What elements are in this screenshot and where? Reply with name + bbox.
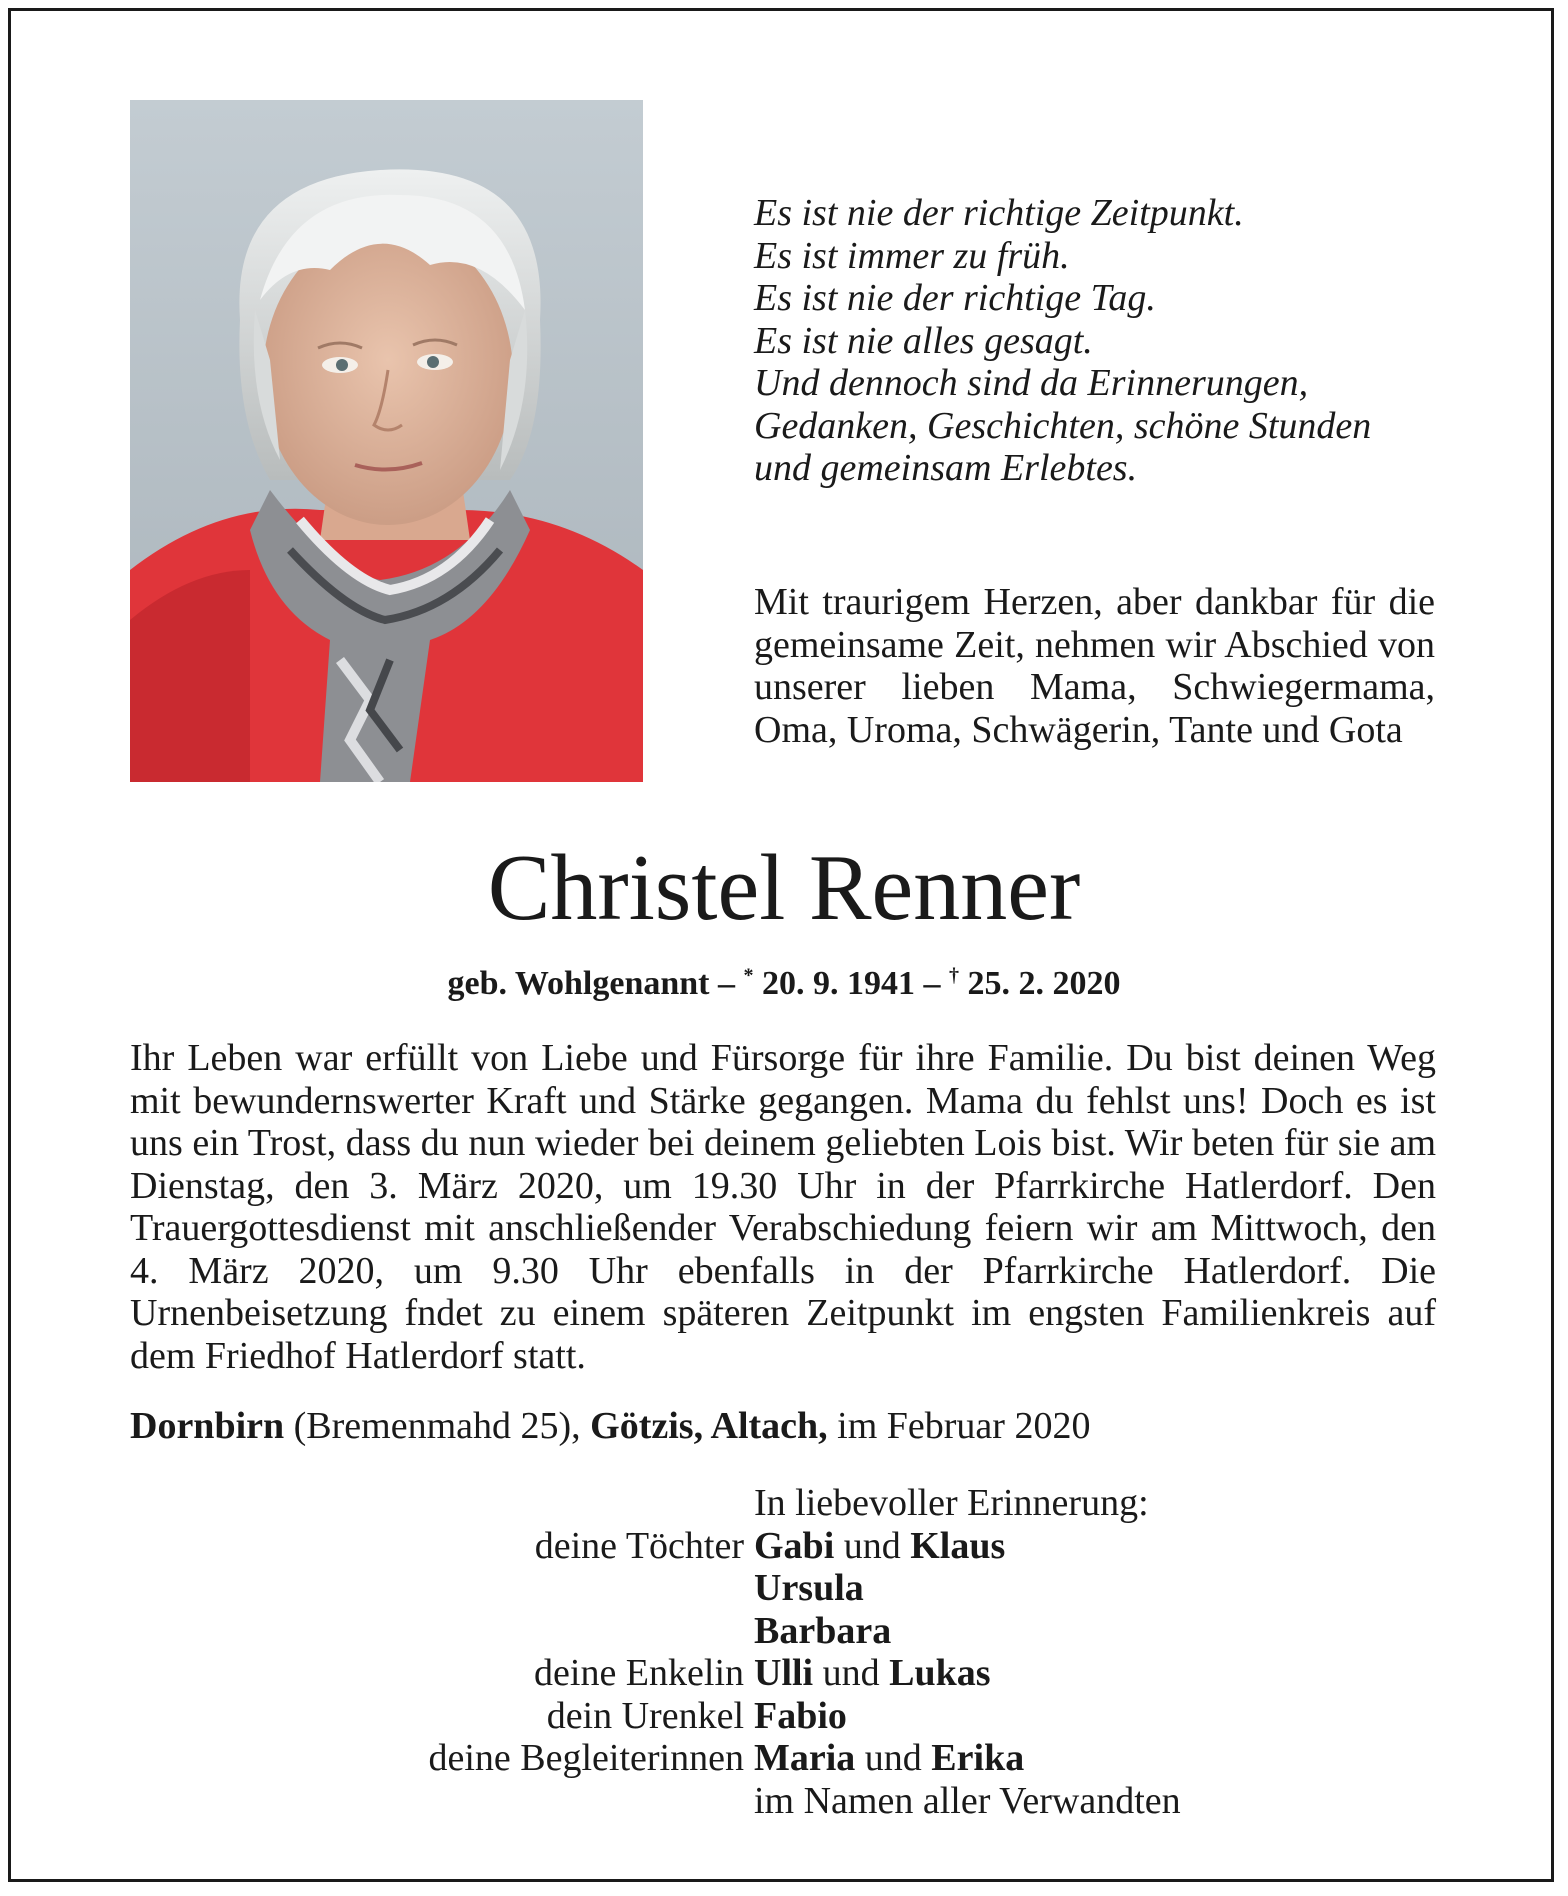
relation-label: deine Enkelin: [534, 1652, 744, 1694]
quote-line: Und dennoch sind da Erinnerungen,: [754, 362, 1309, 404]
place-date: im Februar 2020: [837, 1405, 1091, 1447]
signature-heading: In liebevoller Erinnerung:: [754, 1482, 1149, 1524]
relative-names: [754, 1525, 1005, 1568]
relative-names: [754, 1567, 864, 1610]
relative-names: [754, 1652, 991, 1695]
death-symbol: †: [949, 964, 959, 987]
conjunction: und: [864, 1737, 922, 1779]
conjunction: und: [843, 1524, 901, 1567]
birth-name: geb. Wohlgenannt: [447, 965, 710, 1002]
relative-names: [754, 1695, 847, 1738]
memorial-quote: [754, 192, 1454, 490]
relative-name: Fabio: [754, 1694, 847, 1737]
relation-label: deine Töchter: [534, 1524, 744, 1567]
place-cities: Götzis, Altach,: [590, 1405, 828, 1447]
relation-label: dein Urenkel: [546, 1694, 744, 1737]
portrait-photo: [130, 100, 643, 782]
quote-line: Es ist nie alles gesagt.: [754, 319, 1093, 362]
signature-row: [0, 1652, 1568, 1695]
birth-symbol: *: [743, 964, 754, 987]
relative-names: [754, 1610, 891, 1653]
signature-block: [0, 1482, 1568, 1822]
birth-date: 20. 9. 1941: [762, 965, 915, 1002]
relative-names: [754, 1737, 1024, 1780]
signature-row: [0, 1567, 1568, 1610]
signature-row: [0, 1695, 1568, 1738]
relative-name: Maria: [754, 1737, 856, 1779]
relative-name: Ursula: [754, 1567, 864, 1609]
relative-name: Erika: [931, 1737, 1025, 1779]
quote-line: und gemeinsam Erlebtes.: [754, 447, 1138, 489]
relative-name: Klaus: [910, 1524, 1006, 1567]
quote-line: Es ist nie der richtige Tag.: [754, 277, 1156, 319]
quote-line: Gedanken, Geschichten, schöne Stunden: [754, 404, 1372, 447]
place-city: Dornbirn: [130, 1405, 285, 1447]
birth-death-line: geb. Wohlgenannt – * 20. 9. 1941 – † 25. 2. 2020: [447, 964, 1121, 1002]
conjunction: und: [822, 1652, 880, 1694]
place-date-line: [130, 1404, 1436, 1448]
quote-line: Es ist immer zu früh.: [754, 234, 1070, 277]
signature-row: [0, 1737, 1568, 1780]
signature-closing: im Namen aller Verwandten: [754, 1779, 1181, 1822]
place-address: (Bremenmahd 25),: [293, 1405, 581, 1447]
signature-row: [0, 1610, 1568, 1653]
deceased-name: Christel Renner: [487, 836, 1081, 940]
relative-name: Lukas: [889, 1652, 991, 1694]
relation-label: deine Begleiterinnen: [428, 1737, 744, 1779]
death-date: 25. 2. 2020: [967, 965, 1121, 1002]
relative-name: Gabi: [754, 1524, 835, 1567]
relative-name: Ulli: [754, 1652, 814, 1694]
quote-line: Es ist nie der richtige Zeitpunkt.: [754, 192, 1244, 234]
signature-row: [0, 1525, 1568, 1568]
relative-name: Barbara: [754, 1609, 892, 1652]
farewell-intro: Mit traurigem Herzen, aber dankbar für die gemeinsame Zeit, nehmen wir Abschied von unserer lieben Mama, Schwiegermama, Oma, Uroma, Schwägerin, Tante und Gota: [754, 581, 1435, 751]
obituary-body-text: Ihr Leben war erfüllt von Liebe und Fürsorge für ihre Familie. Du bist deinen Weg mit bewundernswerter Kraft und Stärke gegangen. Mama du fehlst uns! Doch es ist uns ein Trost, dass du nun wieder bei deinem geliebten Lois bist. Wir beten für sie am Dienstag, den 3. März 2020, um 19.30 Uhr in der Pfarrkirche Hatlerdorf. Den Trauergottesdienst mit anschließender Verabschiedung feiern wir am Mittwoch, den 4. März 2020, um 9.30 Uhr ebenfalls in der Pfarrkirche Hatlerdorf. Die Urnenbeisetzung fndet zu einem späteren Zeitpunkt im engsten Familienkreis auf dem Friedhof Hatlerdorf statt.: [130, 1037, 1436, 1377]
